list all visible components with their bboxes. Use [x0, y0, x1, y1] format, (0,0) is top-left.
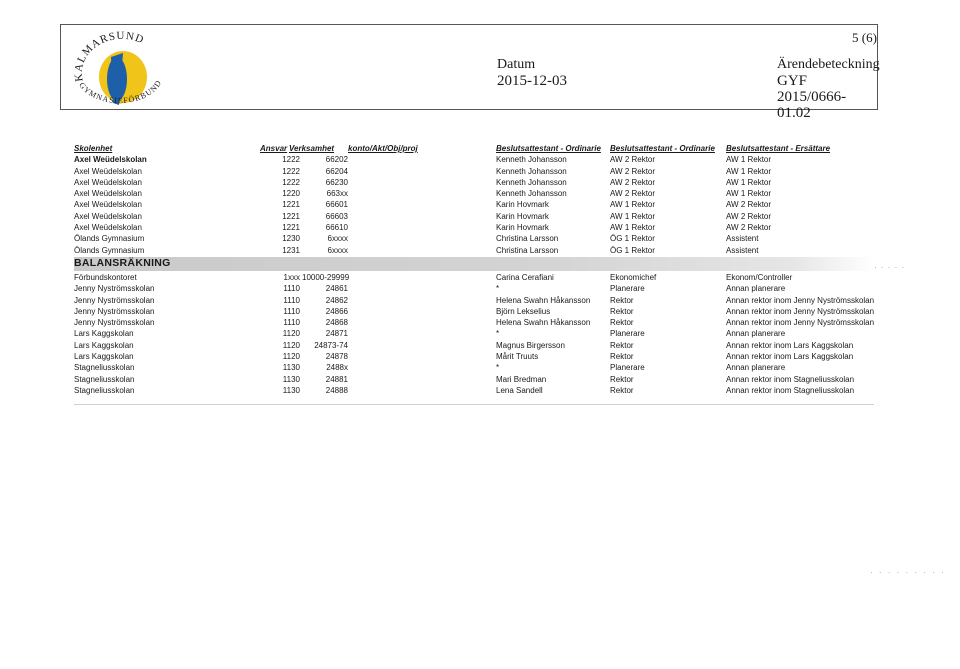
cell-beslut-ordinarie-1: * — [496, 363, 500, 373]
letterhead — [60, 24, 880, 121]
col-verksamhet: Verksamhet — [289, 144, 335, 153]
cell-ansvar: 1221 — [282, 223, 300, 233]
col-beslut-ordinarie-2: Beslutsattestant - Ordinarie — [610, 144, 715, 153]
table-row — [74, 177, 874, 188]
cell-verksamhet: 24868 — [325, 318, 348, 328]
cell-verksamhet: 10000-29999 — [302, 272, 350, 282]
table-row — [74, 154, 874, 165]
cell-skolenhet: Jenny Nyströmsskolan — [74, 318, 155, 328]
cell-beslut-ersattare: Assistent — [726, 245, 759, 255]
col-konto: konto/Akt/Obj/proj — [348, 144, 418, 153]
cell-skolenhet: Axel Weüdelskolan — [74, 155, 147, 165]
arende-block — [777, 57, 880, 121]
cell-beslut-ordinarie-1: Kenneth Johansson — [496, 189, 567, 199]
cell-beslut-ordinarie-2: Rektor — [610, 340, 634, 350]
cell-beslut-ordinarie-2: Planerare — [610, 363, 645, 373]
rows-top — [74, 154, 874, 256]
cell-verksamhet: 24888 — [325, 385, 348, 395]
section-band — [74, 257, 874, 271]
cell-verksamhet: 24866 — [325, 306, 348, 316]
table-row — [74, 351, 874, 362]
cell-ansvar: 1xxx — [283, 272, 300, 282]
cell-beslut-ordinarie-2: Rektor — [610, 374, 634, 384]
cell-beslut-ordinarie-1: Christina Larsson — [496, 234, 559, 244]
table-row — [74, 188, 874, 199]
cell-skolenhet: Stagneliusskolan — [74, 363, 135, 373]
cell-beslut-ordinarie-2: AW 1 Rektor — [610, 211, 656, 221]
cell-beslut-ersattare: Annan rektor inom Stagneliusskolan — [726, 385, 855, 395]
cell-ansvar: 1110 — [283, 295, 300, 305]
cell-ansvar: 1231 — [282, 245, 300, 255]
cell-skolenhet: Axel Weüdelskolan — [74, 177, 142, 187]
cell-beslut-ordinarie-1: * — [496, 329, 500, 339]
col-beslut-ersattare: Beslutsattestant - Ersättare — [726, 144, 831, 153]
cell-ansvar: 1120 — [282, 340, 300, 350]
cell-skolenhet: Jenny Nyströmsskolan — [74, 295, 155, 305]
cell-verksamhet: 24861 — [325, 284, 348, 294]
cell-skolenhet: Stagneliusskolan — [74, 385, 135, 395]
datum-block — [497, 57, 567, 89]
table-row — [74, 272, 874, 283]
cell-ansvar: 1220 — [282, 189, 300, 199]
cell-beslut-ersattare: Annan planerare — [726, 329, 786, 339]
cell-beslut-ordinarie-2: AW 2 Rektor — [610, 177, 656, 187]
cell-skolenhet: Lars Kaggskolan — [74, 329, 134, 339]
table-row — [74, 233, 874, 244]
cell-beslut-ordinarie-2: AW 2 Rektor — [610, 155, 656, 165]
cell-skolenhet: Ölands Gymnasium — [74, 245, 145, 255]
datum-value: 2015-12-03 — [497, 73, 567, 89]
table-header — [74, 143, 874, 154]
cell-beslut-ordinarie-2: Planerare — [610, 329, 645, 339]
cell-beslut-ordinarie-1: Christina Larsson — [496, 245, 559, 255]
cell-verksamhet: 66204 — [325, 166, 348, 176]
cell-beslut-ordinarie-1: Kenneth Johansson — [496, 177, 567, 187]
cell-ansvar: 1130 — [282, 385, 300, 395]
cell-verksamhet: 663xx — [326, 189, 348, 199]
cell-beslut-ordinarie-1: Magnus Birgersson — [496, 340, 565, 350]
cell-beslut-ersattare: AW 2 Rektor — [726, 200, 772, 210]
cell-skolenhet: Ölands Gymnasium — [74, 234, 145, 244]
cell-skolenhet: Axel Weüdelskolan — [74, 189, 142, 199]
cell-verksamhet: 24871 — [325, 329, 348, 339]
cell-beslut-ordinarie-1: Lena Sandell — [496, 385, 543, 395]
cell-beslut-ordinarie-2: Planerare — [610, 284, 645, 294]
table-row — [74, 211, 874, 222]
cell-beslut-ersattare: Annan rektor inom Jenny Nyströmsskolan — [726, 318, 875, 328]
rows-bottom — [74, 272, 874, 396]
table-row — [74, 328, 874, 339]
cell-verksamhet: 24878 — [325, 352, 348, 362]
page-trailing-dots: · · · · · · · · · — [870, 568, 946, 577]
cell-beslut-ersattare: AW 1 Rektor — [726, 155, 772, 165]
cell-beslut-ersattare: Annan rektor inom Stagneliusskolan — [726, 374, 855, 384]
cell-ansvar: 1222 — [282, 177, 300, 187]
cell-ansvar: 1110 — [283, 284, 300, 294]
cell-beslut-ersattare: Ekonom/Controller — [726, 272, 793, 282]
cell-beslut-ersattare: AW 2 Rektor — [726, 223, 772, 233]
table-bottom-rule — [74, 404, 874, 405]
table-row — [74, 340, 874, 351]
cell-ansvar: 1130 — [282, 363, 300, 373]
cell-beslut-ordinarie-2: Ekonomichef — [610, 272, 657, 282]
cell-beslut-ordinarie-1: Mari Bredman — [496, 374, 547, 384]
cell-beslut-ordinarie-2: AW 2 Rektor — [610, 166, 656, 176]
cell-skolenhet: Förbundskontoret — [74, 272, 137, 282]
cell-beslut-ordinarie-2: AW 1 Rektor — [610, 200, 656, 210]
cell-beslut-ordinarie-1: Björn Lekselius — [496, 306, 551, 316]
cell-verksamhet: 6xxxx — [327, 245, 348, 255]
cell-beslut-ersattare: Annan rektor inom Lars Kaggskolan — [726, 340, 854, 350]
page-number: 5 (6) — [852, 30, 877, 45]
cell-ansvar: 1222 — [282, 166, 300, 176]
cell-beslut-ersattare: Annan planerare — [726, 363, 786, 373]
cell-ansvar: 1120 — [282, 329, 300, 339]
cell-beslut-ersattare: Annan planerare — [726, 284, 786, 294]
col-ansvar: Ansvar — [260, 144, 288, 153]
cell-beslut-ordinarie-2: Rektor — [610, 318, 634, 328]
table-row — [74, 374, 874, 385]
table-row — [74, 222, 874, 233]
cell-verksamhet: 66601 — [325, 200, 348, 210]
cell-beslut-ordinarie-2: ÖG 1 Rektor — [610, 234, 655, 244]
table-row — [74, 306, 874, 317]
cell-ansvar: 1222 — [282, 155, 300, 165]
cell-beslut-ordinarie-2: Rektor — [610, 352, 634, 362]
cell-ansvar: 1110 — [283, 318, 300, 328]
cell-beslut-ordinarie-1: Karin Hovmark — [496, 211, 549, 221]
cell-beslut-ordinarie-2: Rektor — [610, 385, 634, 395]
cell-beslut-ordinarie-1: Kenneth Johansson — [496, 155, 567, 165]
table-row — [74, 199, 874, 210]
cell-ansvar: 1221 — [282, 211, 300, 221]
cell-verksamhet: 24881 — [325, 374, 348, 384]
col-skolenhet: Skolenhet — [74, 144, 113, 153]
cell-skolenhet: Lars Kaggskolan — [74, 340, 134, 350]
cell-beslut-ordinarie-1: Kenneth Johansson — [496, 166, 567, 176]
table-row — [74, 245, 874, 256]
cell-ansvar: 1120 — [282, 352, 300, 362]
cell-skolenhet: Jenny Nyströmsskolan — [74, 306, 155, 316]
cell-verksamhet: 6xxxx — [327, 234, 348, 244]
cell-beslut-ordinarie-1: Helena Swahn Håkansson — [496, 295, 591, 305]
cell-ansvar: 1110 — [283, 306, 300, 316]
cell-ansvar: 1130 — [282, 374, 300, 384]
logo-text-bottom: GYMNASIEFÖRBUND — [77, 78, 164, 106]
cell-verksamhet: 66603 — [325, 211, 348, 221]
cell-beslut-ordinarie-2: Rektor — [610, 306, 634, 316]
cell-beslut-ordinarie-2: ÖG 1 Rektor — [610, 245, 655, 255]
kalmarsund-logo — [61, 25, 221, 111]
cell-skolenhet: Stagneliusskolan — [74, 374, 135, 384]
col-beslut-ordinarie-1: Beslutsattestant - Ordinarie — [496, 144, 601, 153]
cell-beslut-ordinarie-1: Karin Hovmark — [496, 223, 549, 233]
arende-value: GYF 2015/0666-01.02 — [777, 73, 847, 121]
cell-verksamhet: 66202 — [325, 155, 348, 165]
cell-beslut-ersattare: AW 2 Rektor — [726, 211, 772, 221]
cell-beslut-ordinarie-1: Carina Cerafiani — [496, 272, 554, 282]
cell-verksamhet: 2488x — [326, 363, 348, 373]
logo-text-top: KALMARSUND — [72, 29, 146, 83]
cell-beslut-ersattare: AW 1 Rektor — [726, 177, 772, 187]
cell-skolenhet: Axel Weüdelskolan — [74, 166, 142, 176]
section-label: BALANSRÄKNING — [74, 256, 171, 269]
cell-verksamhet: 66230 — [325, 177, 348, 187]
cell-beslut-ersattare: Annan rektor inom Jenny Nyströmsskolan — [726, 306, 875, 316]
table-row — [74, 317, 874, 328]
cell-ansvar: 1230 — [282, 234, 300, 244]
cell-skolenhet: Axel Weüdelskolan — [74, 211, 142, 221]
cell-skolenhet: Lars Kaggskolan — [74, 352, 134, 362]
cell-beslut-ersattare: Annan rektor inom Lars Kaggskolan — [726, 352, 854, 362]
cell-beslut-ordinarie-2: Rektor — [610, 295, 634, 305]
band-trailing-dots: · · · · · — [874, 263, 906, 272]
cell-skolenhet: Axel Weüdelskolan — [74, 200, 142, 210]
cell-ansvar: 1221 — [282, 200, 300, 210]
cell-beslut-ordinarie-2: AW 1 Rektor — [610, 223, 656, 233]
table-row — [74, 295, 874, 306]
arende-label: Ärendebeteckning — [777, 57, 880, 72]
cell-skolenhet: Axel Weüdelskolan — [74, 223, 142, 233]
cell-verksamhet: 66610 — [325, 223, 348, 233]
cell-beslut-ordinarie-1: Helena Swahn Håkansson — [496, 318, 591, 328]
cell-verksamhet: 24873-74 — [314, 340, 348, 350]
cell-verksamhet: 24862 — [325, 295, 348, 305]
table-row — [74, 283, 874, 294]
cell-beslut-ersattare: AW 1 Rektor — [726, 166, 772, 176]
table-row — [74, 385, 874, 396]
cell-skolenhet: Jenny Nyströmsskolan — [74, 284, 155, 294]
cell-beslut-ordinarie-1: Karin Hovmark — [496, 200, 549, 210]
cell-beslut-ersattare: AW 1 Rektor — [726, 189, 772, 199]
cell-beslut-ersattare: Annan rektor inom Jenny Nyströmsskolan — [726, 295, 875, 305]
datum-label: Datum — [497, 57, 536, 72]
cell-beslut-ordinarie-1: * — [496, 284, 500, 294]
attestant-table — [74, 143, 874, 396]
cell-beslut-ordinarie-2: AW 2 Rektor — [610, 189, 656, 199]
cell-beslut-ersattare: Assistent — [726, 234, 759, 244]
table-row — [74, 166, 874, 177]
table-row — [74, 362, 874, 373]
cell-beslut-ordinarie-1: Mårit Truuts — [496, 352, 539, 362]
